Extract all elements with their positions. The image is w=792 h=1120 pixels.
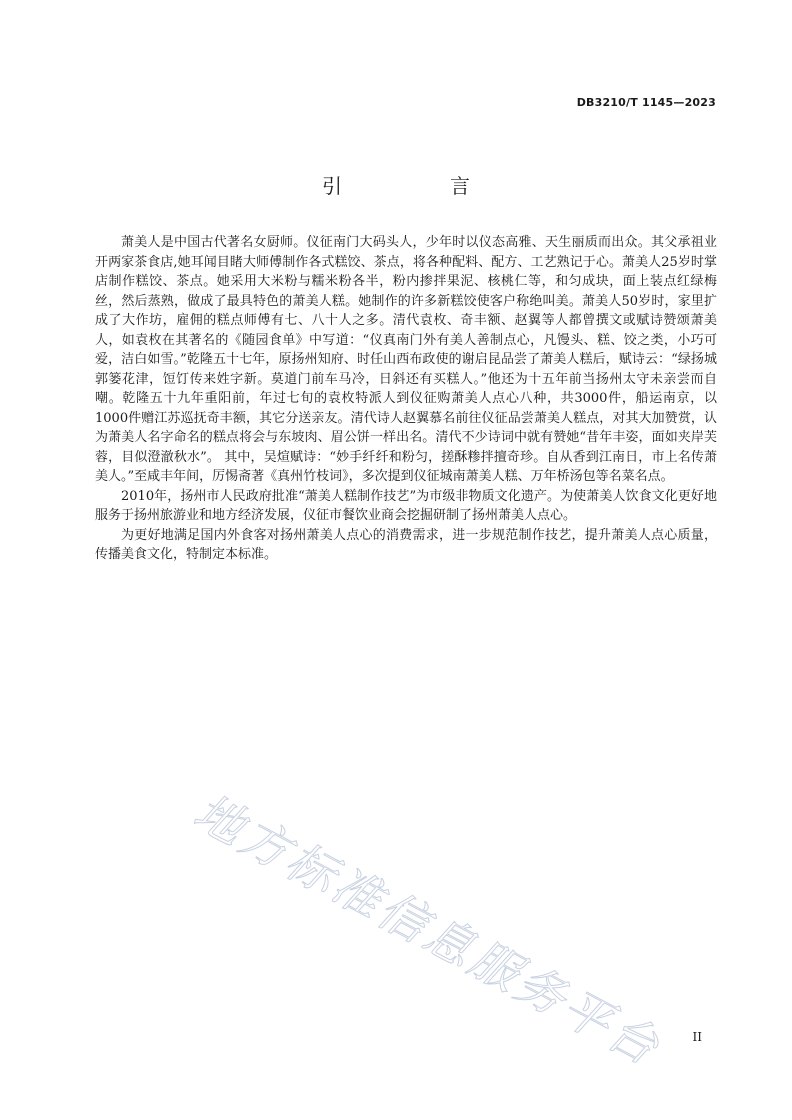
paragraph-purpose: 为更好地满足国内外食客对扬州萧美人点心的消费需求，进一步规范制作技艺，提升萧美人点心质量，传播美食文化，特制定本标准。 bbox=[95, 527, 717, 562]
introduction-body bbox=[95, 233, 717, 565]
page-number: II bbox=[692, 1030, 702, 1044]
watermark: 地方标准信息服务平台 bbox=[184, 783, 671, 1078]
section-title: 引 言 bbox=[322, 174, 514, 198]
paragraph-heritage: 2010年，扬州市人民政府批准“萧美人糕制作技艺”为市级非物质文化遗产。为使萧美人饮食文化更好地服务于扬州旅游业和地方经济发展，仪征市餐饮业商会挖掘研制了扬州萧美人点心。 bbox=[95, 488, 717, 523]
document-code: DB3210/T 1145—2023 bbox=[576, 96, 716, 109]
paragraph-history: 萧美人是中国古代著名女厨师。仪征南门大码头人，少年时以仪态高雅、天生丽质而出众。其父承祖业开两家茶食店,她耳闻目睹大师傅制作各式糕饺、茶点，将各种配料、配方、工艺熟记于心。萧美人25岁时掌店制作糕饺、茶点。她采用大米粉与糯米粉各半，粉内掺拌果泥、核桃仁等，和匀成块，面上装点红绿梅丝，然后蒸熟，做成了最具特色的萧美人糕。她制作的许多新糕饺使客户称绝叫美。萧美人50岁时，家里扩成了大作坊，雇佣的糕点师傅有七、八十人之多。清代袁枚、奇丰额、赵翼等人都曾撰文或赋诗赞颂萧美人，如袁枚在其著名的《随园食单》中写道：“仪真南门外有美人善制点心，凡馒头、糕、饺之类，小巧可爱，洁白如雪。”乾隆五十七年，原扬州知府、时任山西布政使的谢启昆品尝了萧美人糕后，赋诗云：“绿扬城郭篓花津，饾饤传来姓字新。莫道门前车马冷，日斜还有买糕人。”他还为十五年前当扬州太守未亲尝而自嘲。乾隆五十九年重阳前，年过七旬的袁枚特派人到仪征购萧美人点心八种，共3000件，船运南京，以1000件赠江苏巡抚奇丰额，其它分送亲友。清代诗人赵翼慕名前往仪征品尝萧美人糕点，对其大加赞赏，认为萧美人名字命名的糕点将会与东坡肉、眉公饼一样出名。清代不少诗词中就有赞她“昔年丰姿，面如夹岸芙蓉，目似澄澈秋水”。 其中，吴煊赋诗：“妙手纤纤和粉匀，搓酥糁拌擅奇珍。自从香到江南日，市上名传萧美人。”至咸丰年间，厉惕斋著《真州竹枝词》，多次提到仪征城南萧美人糕、万年桥汤包等名菜名点。 bbox=[95, 235, 717, 484]
